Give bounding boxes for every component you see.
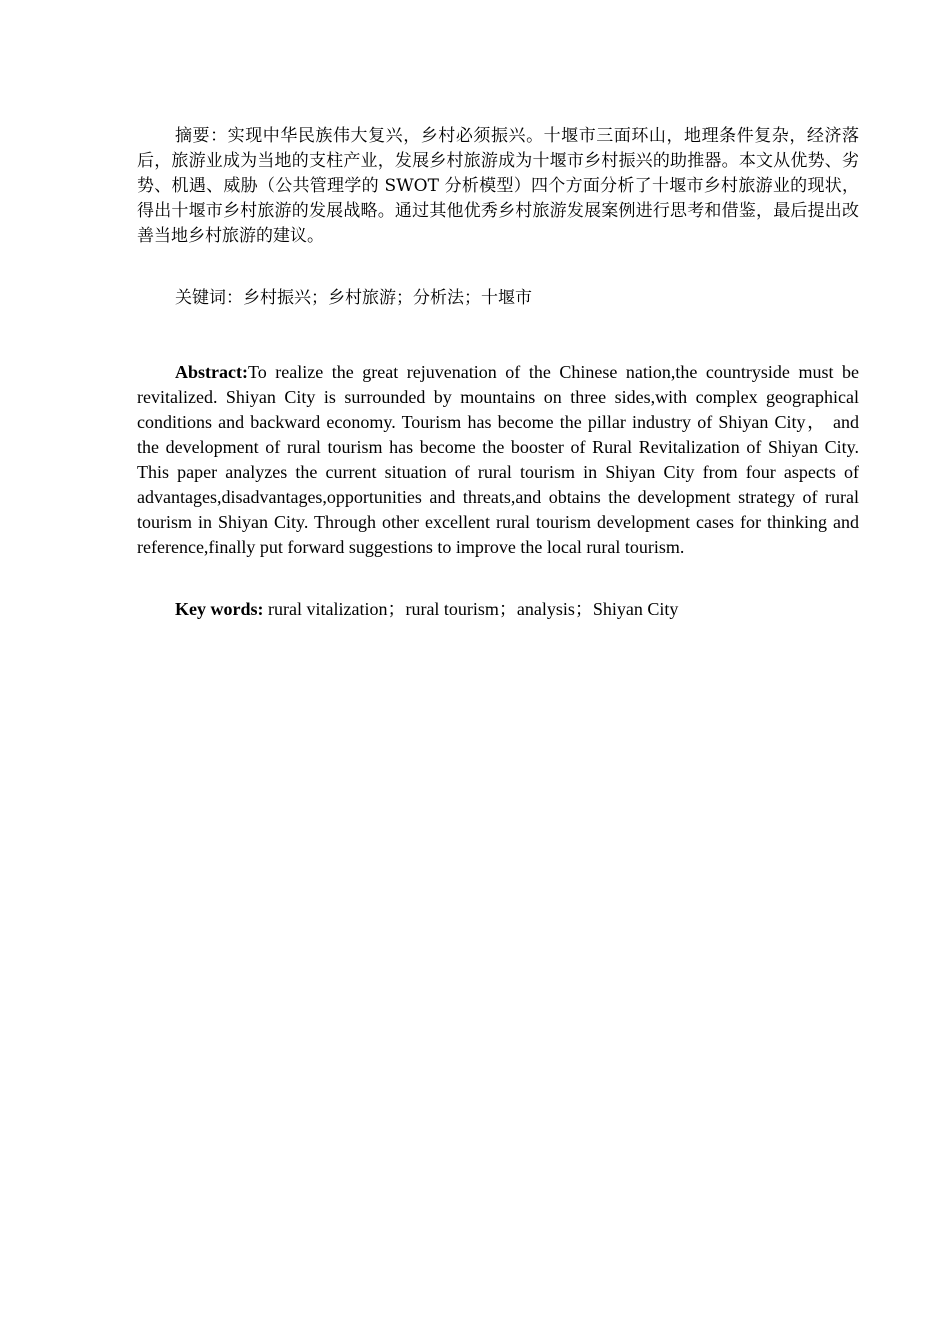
chinese-keywords [137,286,859,311]
english-abstract-label: Abstract: [175,362,248,382]
english-abstract-text: To realize the great rejuvenation of the Chinese nation,the countryside must be revitalized. Shiyan City is surrounded by mountains on three sides,with complex geographical conditions and backward economy. Tourism has become the pillar industry of Shiyan City， and the development of rural tourism has become the booster of Rural Revitalization of Shiyan City. This paper analyzes the current situation of rural tourism in Shiyan City from four aspects of advantages,disadvantages,opportunities and threats,and obtains the development strategy of rural tourism in Shiyan City. Through other excellent rural tourism development cases for thinking and reference,finally put forward suggestions to improve the local rural tourism. [137,362,859,557]
english-abstract [137,360,859,560]
chinese-abstract-text: 实现中华民族伟大复兴，乡村必须振兴。十堰市三面环山，地理条件复杂，经济落后，旅游业成为当地的支柱产业，发展乡村旅游成为十堰市乡村振兴的助推器。本文从优势、劣势、机遇、威胁（公共管理学的 SWOT 分析模型）四个方面分析了十堰市乡村旅游业的现状，得出十堰市乡村旅游的发展战略。通过其他优秀乡村旅游发展案例进行思考和借鉴，最后提出改善当地乡村旅游的建议。 [137,126,860,246]
english-keywords-label: Key words: [175,599,264,619]
chinese-keywords-label: 关键词： [175,288,243,308]
document-page [137,124,859,622]
chinese-abstract [137,124,859,249]
chinese-abstract-label: 摘要： [175,126,228,146]
english-keywords [137,597,859,622]
english-keywords-text: rural vitalization；rural tourism；analysis；Shiyan City [263,599,679,619]
chinese-keywords-text: 乡村振兴；乡村旅游；分析法；十堰市 [243,288,532,308]
